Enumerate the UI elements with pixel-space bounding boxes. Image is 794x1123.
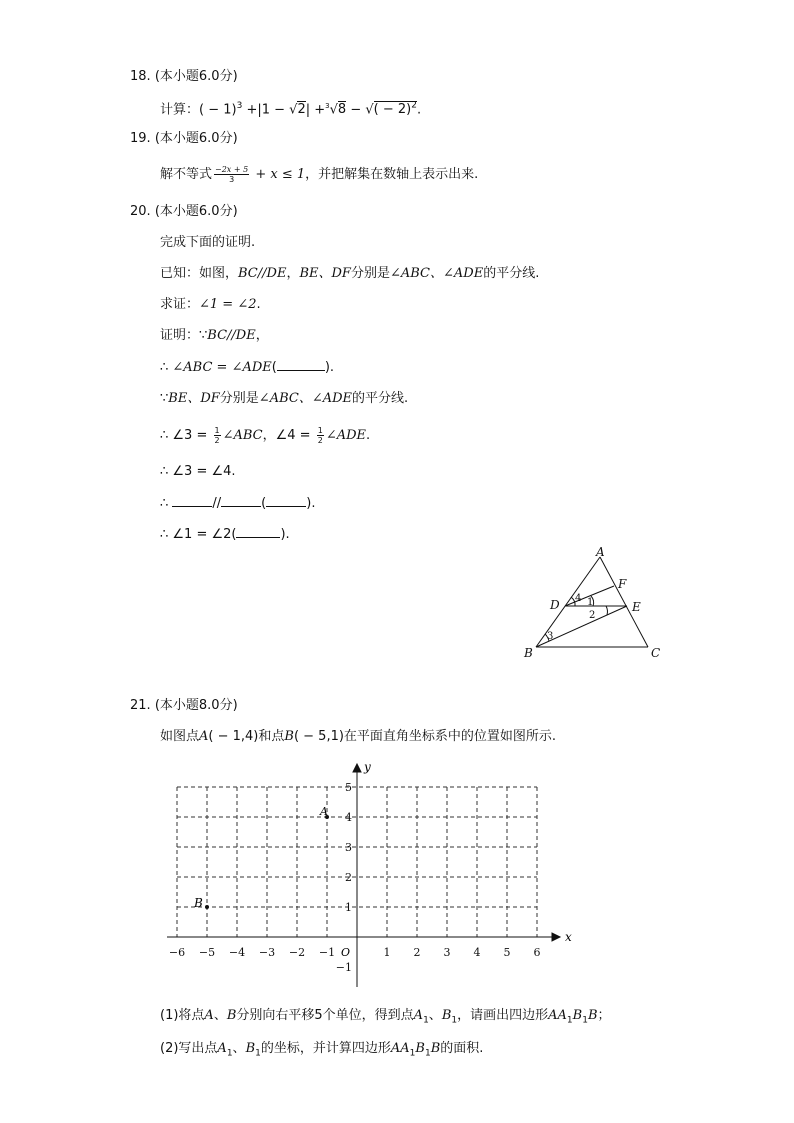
q19-post: ，并把解集在数轴上表示出来. <box>305 167 479 182</box>
t: 、 <box>428 1008 442 1023</box>
q18-radicand: 8 <box>337 102 347 118</box>
t: ； <box>597 1008 611 1023</box>
t: 如图点 <box>160 729 200 744</box>
question-number: 21. <box>130 698 151 713</box>
t: ( − 1,4)和点 <box>208 729 285 744</box>
x-tick-label: −2 <box>288 946 306 959</box>
t: ( − 5,1)在平面直角坐标系中的位置如图所示. <box>293 729 557 744</box>
t: B <box>415 1041 425 1056</box>
t: 证明：∵ <box>160 328 208 343</box>
y-tick-label: 3 <box>345 841 352 854</box>
t: ∴ <box>160 496 173 511</box>
answer-blank[interactable] <box>221 494 261 507</box>
t: ∠ABC = ∠ADE <box>172 360 272 375</box>
t: A <box>204 1008 214 1023</box>
label-e: E <box>632 600 641 614</box>
t: . <box>256 297 261 312</box>
x-tick-label: −3 <box>258 946 276 959</box>
angle-arc-2 <box>606 606 607 615</box>
q20-step1 <box>160 358 334 377</box>
x-tick-label: 5 <box>503 946 511 959</box>
q20-step5 <box>160 494 315 513</box>
t: A <box>199 729 209 744</box>
t: B <box>245 1041 256 1056</box>
q18-term: ( − 1) <box>199 102 237 118</box>
y-tick-label: −1 <box>335 961 352 974</box>
label-f: F <box>618 577 627 591</box>
q21-subq2 <box>160 1040 483 1063</box>
x-tick-labels <box>169 946 541 959</box>
q20-prove <box>160 296 261 314</box>
subscript: 1 <box>566 1015 573 1026</box>
t: BE、DF <box>168 391 220 406</box>
q18-header <box>130 68 238 86</box>
t: 、 <box>213 1008 227 1023</box>
subscript: 1 <box>255 1048 261 1059</box>
t: BC//DE <box>207 328 256 343</box>
t: A <box>217 1041 227 1056</box>
t: 的平分线. <box>352 391 409 406</box>
q20-line1: 完成下面的证明. <box>160 235 256 250</box>
t: AA <box>390 1041 410 1056</box>
q18-exp: 3 <box>236 101 243 111</box>
fraction <box>214 165 249 184</box>
y-tick-label: 2 <box>345 871 352 884</box>
t: 求证： <box>160 297 200 312</box>
q18-exp: 2 <box>411 101 417 111</box>
x-tick-label: 4 <box>473 946 481 959</box>
point-b-label: B <box>194 896 203 910</box>
t: ， <box>286 266 300 281</box>
t: B <box>284 729 294 744</box>
point-a-label: A <box>320 805 328 818</box>
subscript: 1 <box>423 1015 429 1026</box>
fraction-denominator: 3 <box>229 175 235 184</box>
side-ac <box>600 557 648 647</box>
q20-step2 <box>160 390 408 408</box>
x-tick-label: −6 <box>168 946 186 959</box>
answer-blank[interactable] <box>277 358 325 371</box>
q18-term: +|1 − <box>242 102 290 118</box>
t: ， <box>255 328 269 343</box>
t: 的平分线. <box>483 266 540 281</box>
answer-blank[interactable] <box>236 525 280 538</box>
angle-label-1: 1 <box>587 597 594 608</box>
x-tick-label: −1 <box>318 946 336 959</box>
t: B <box>572 1008 583 1023</box>
fraction-numerator: −2x + 5 <box>215 165 249 174</box>
t: 已知：如图， <box>160 266 239 281</box>
x-tick-label: 2 <box>413 946 421 959</box>
subscript: 1 <box>409 1048 416 1059</box>
y-axis-label: y <box>364 760 371 774</box>
label-c: C <box>651 646 661 660</box>
q18-expression <box>160 97 421 119</box>
t: ). <box>324 360 335 375</box>
t: BE、DF <box>299 266 351 281</box>
t: ( <box>261 496 267 511</box>
label-b: B <box>524 646 533 660</box>
q21-header <box>130 697 238 715</box>
q20-header <box>130 203 238 221</box>
answer-blank[interactable] <box>266 494 306 507</box>
t: ∠ABC <box>222 428 263 443</box>
y-tick-label: 1 <box>345 901 352 914</box>
t: 的面积. <box>440 1041 484 1056</box>
sqrt-symbol: √ <box>329 102 338 118</box>
t: 的坐标，并计算四边形 <box>260 1041 391 1056</box>
score-tag: (本小题6.0分) <box>154 204 238 219</box>
t: . <box>366 428 371 443</box>
t: B <box>587 1008 598 1023</box>
t: ，∠4 = <box>262 428 315 443</box>
t: ∴ ∠1 = ∠2( <box>160 527 237 542</box>
t: B <box>441 1008 452 1023</box>
t: ∵ <box>160 391 169 406</box>
fraction-denominator: 2 <box>317 436 323 445</box>
t: ∴ ∠3 = <box>160 428 212 443</box>
q20-step4: ∴ ∠3 = ∠4. <box>160 464 236 479</box>
q20-step6 <box>160 525 290 544</box>
score-tag: (本小题6.0分) <box>154 131 238 146</box>
t: // <box>212 496 222 511</box>
y-tick-label: 4 <box>345 811 352 824</box>
t: A <box>413 1008 424 1023</box>
score-tag: (本小题8.0分) <box>154 698 238 713</box>
q18-end: . <box>416 102 422 118</box>
q18-label: 计算： <box>160 102 200 118</box>
y-axis-arrow <box>353 764 361 772</box>
t: ∠ABC、∠ADE <box>258 391 353 406</box>
subscript: 1 <box>226 1048 233 1059</box>
q19-pre: 解不等式 <box>160 167 213 182</box>
x-axis-label: x <box>565 930 572 944</box>
y-tick-label: 5 <box>345 781 352 794</box>
q20-step3 <box>160 426 370 445</box>
x-tick-label: −5 <box>198 946 216 959</box>
t: 、 <box>232 1041 246 1056</box>
label-d: D <box>550 598 560 612</box>
q19-header <box>130 130 238 148</box>
q20-given <box>160 265 539 283</box>
t: (1)将点 <box>160 1008 205 1023</box>
t: ∠1 = ∠2 <box>199 297 257 312</box>
question-number: 18. <box>130 69 151 84</box>
label-a: A <box>596 545 605 559</box>
subscript: 1 <box>424 1048 431 1059</box>
t: ). <box>306 496 316 511</box>
fraction <box>317 426 324 445</box>
x-tick-label: 3 <box>443 946 451 959</box>
q18-radicand-group <box>374 101 417 117</box>
t: B <box>226 1008 237 1023</box>
x-tick-label: −4 <box>228 946 246 959</box>
t: (2)写出点 <box>160 1041 218 1056</box>
q18-term: | + <box>305 102 326 118</box>
point-b <box>205 905 209 909</box>
cbrt-index: 3 <box>325 102 330 110</box>
q20-proof-start <box>160 327 269 345</box>
subscript: 1 <box>451 1015 458 1026</box>
x-tick-label: 1 <box>383 946 391 959</box>
answer-blank[interactable] <box>172 494 212 507</box>
t: 分别是 <box>350 266 390 281</box>
question-number: 20. <box>130 204 151 219</box>
q21-intro <box>160 728 556 746</box>
q19-text <box>160 165 478 184</box>
t: B <box>430 1041 441 1056</box>
question-number: 19. <box>130 131 151 146</box>
q19-inequality: + x ≤ 1 <box>251 167 306 182</box>
t: ∠ABC、∠ADE <box>389 266 484 281</box>
angle-label-2: 2 <box>589 610 596 621</box>
x-axis-arrow <box>552 933 560 941</box>
t: 分别是 <box>219 391 259 406</box>
fraction <box>214 426 221 445</box>
t: 分别向右平移5个单位，得到点 <box>236 1008 414 1023</box>
t: ∠ADE <box>325 428 367 443</box>
t: ( <box>271 360 277 375</box>
fraction-numerator: 1 <box>317 426 323 435</box>
q18-radicand: ( − 2) <box>373 102 412 118</box>
fraction-denominator: 2 <box>214 436 220 445</box>
sqrt-symbol: √ <box>289 102 298 118</box>
coordinate-grid <box>150 755 590 995</box>
triangle-figure <box>510 545 680 665</box>
origin-label: O <box>341 946 351 959</box>
score-tag: (本小题6.0分) <box>154 69 238 84</box>
t: ，请画出四边形 <box>457 1008 549 1023</box>
subscript: 1 <box>582 1015 588 1026</box>
sqrt-symbol: √ <box>365 102 374 118</box>
angle-label-3: 3 <box>547 631 554 642</box>
t: ∴ <box>160 360 173 375</box>
t: ). <box>280 527 290 542</box>
t: BC//DE <box>238 266 287 281</box>
q18-term: − <box>346 102 366 118</box>
fraction-numerator: 1 <box>214 426 220 435</box>
angle-label-4: 4 <box>575 593 582 604</box>
q21-subq1 <box>160 1007 611 1030</box>
x-tick-label: 6 <box>533 946 541 959</box>
t: AA <box>548 1008 567 1023</box>
q18-radicand: 2 <box>297 102 306 118</box>
